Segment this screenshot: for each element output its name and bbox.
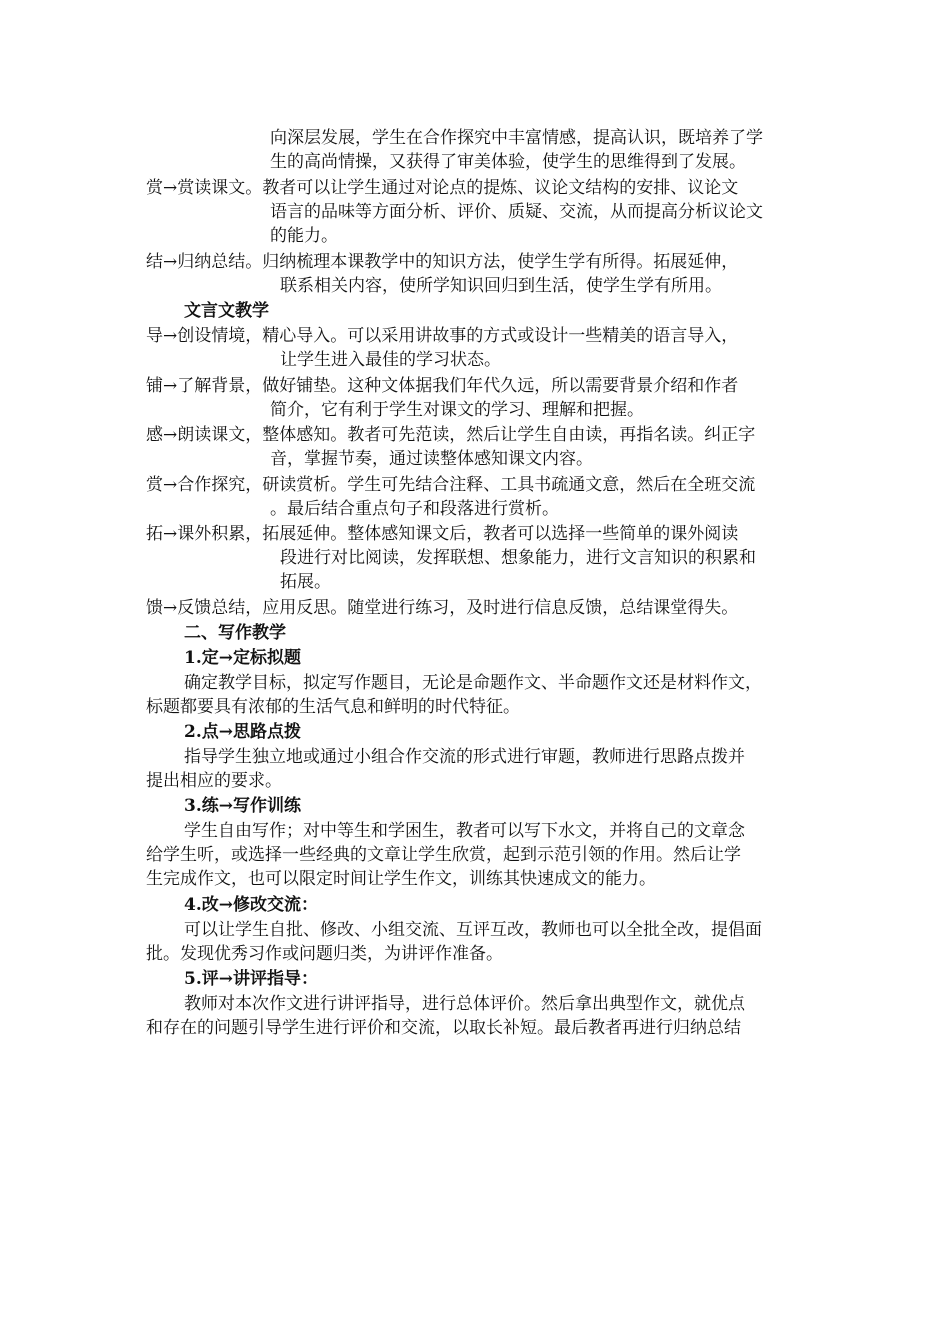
text-line: 感→朗读课文，整体感知。教者可先范读，然后让学生自由读，再指名读。纠正字 — [146, 425, 756, 445]
text-line: 拓展。 — [280, 572, 331, 592]
subsection-heading: 5.评→讲评指导： — [184, 969, 318, 989]
text-line: 指导学生独立地或通过小组合作交流的形式进行审题，教师进行思路点拨并 — [184, 747, 745, 767]
text-line: 学生自由写作；对中等生和学困生，教者可以写下水文，并将自己的文章念 — [184, 821, 745, 841]
text-line: 语言的品味等方面分析、评价、质疑、交流，从而提高分析议论文 — [270, 202, 763, 222]
text-line: 赏→合作探究，研读赏析。学生可先结合注释、工具书疏通文意，然后在全班交流 — [146, 475, 756, 495]
text-line: 赏→赏读课文。教者可以让学生通过对论点的提炼、议论文结构的安排、议论文 — [146, 178, 739, 198]
text-line: 馈→反馈总结，应用反思。随堂进行练习，及时进行信息反馈，总结课堂得失。 — [146, 598, 739, 618]
text-line: 教师对本次作文进行讲评指导，进行总体评价。然后拿出典型作文，就优点 — [184, 994, 745, 1014]
text-line: 段进行对比阅读，发挥联想、想象能力，进行文言知识的积累和 — [280, 548, 756, 568]
subsection-heading: 3.练→写作训练 — [184, 796, 301, 816]
text-line: 的能力。 — [270, 226, 338, 246]
text-line: 向深层发展，学生在合作探究中丰富情感，提高认识，既培养了学 — [270, 128, 763, 148]
text-line: 提出相应的要求。 — [146, 771, 282, 791]
subsection-heading: 4.改→修改交流： — [184, 895, 318, 915]
text-line: 联系相关内容，使所学知识回归到生活，使学生学有所用。 — [280, 276, 722, 296]
text-line: 简介，它有利于学生对课文的学习、理解和把握。 — [270, 400, 644, 420]
text-line: 音，掌握节奏，通过读整体感知课文内容。 — [270, 449, 593, 469]
text-line: 让学生进入最佳的学习状态。 — [280, 350, 501, 370]
text-line: 生的高尚情操，又获得了审美体验，使学生的思维得到了发展。 — [270, 152, 746, 172]
text-line: 拓→课外积累，拓展延伸。整体感知课文后，教者可以选择一些简单的课外阅读 — [146, 524, 739, 544]
text-line: 生完成作文，也可以限定时间让学生作文，训练其快速成文的能力。 — [146, 869, 656, 889]
text-line: 结→归纳总结。归纳梳理本课教学中的知识方法，使学生学有所得。拓展延伸， — [146, 252, 739, 272]
text-line: 批。发现优秀习作或问题归类，为讲评作准备。 — [146, 944, 503, 964]
subsection-heading: 1.定→定标拟题 — [184, 648, 301, 668]
text-line: 导→创设情境，精心导入。可以采用讲故事的方式或设计一些精美的语言导入， — [146, 326, 739, 346]
text-line: 标题都要具有浓郁的生活气息和鲜明的时代特征。 — [146, 697, 520, 717]
text-line: 和存在的问题引导学生进行评价和交流，以取长补短。最后教者再进行归纳总结 — [146, 1018, 741, 1038]
text-line: 确定教学目标，拟定写作题目，无论是命题作文、半命题作文还是材料作文， — [184, 673, 762, 693]
text-line: 铺→了解背景，做好铺垫。这种文体据我们年代久远，所以需要背景介绍和作者 — [146, 376, 739, 396]
subsection-heading: 2.点→思路点拨 — [184, 722, 301, 742]
section-heading: 二、写作教学 — [184, 623, 286, 643]
section-heading: 文言文教学 — [184, 301, 269, 321]
text-line: 。最后结合重点句子和段落进行赏析。 — [270, 499, 559, 519]
text-line: 给学生听，或选择一些经典的文章让学生欣赏，起到示范引领的作用。然后让学 — [146, 845, 741, 865]
text-line: 可以让学生自批、修改、小组交流、互评互改，教师也可以全批全改，提倡面 — [184, 920, 762, 940]
